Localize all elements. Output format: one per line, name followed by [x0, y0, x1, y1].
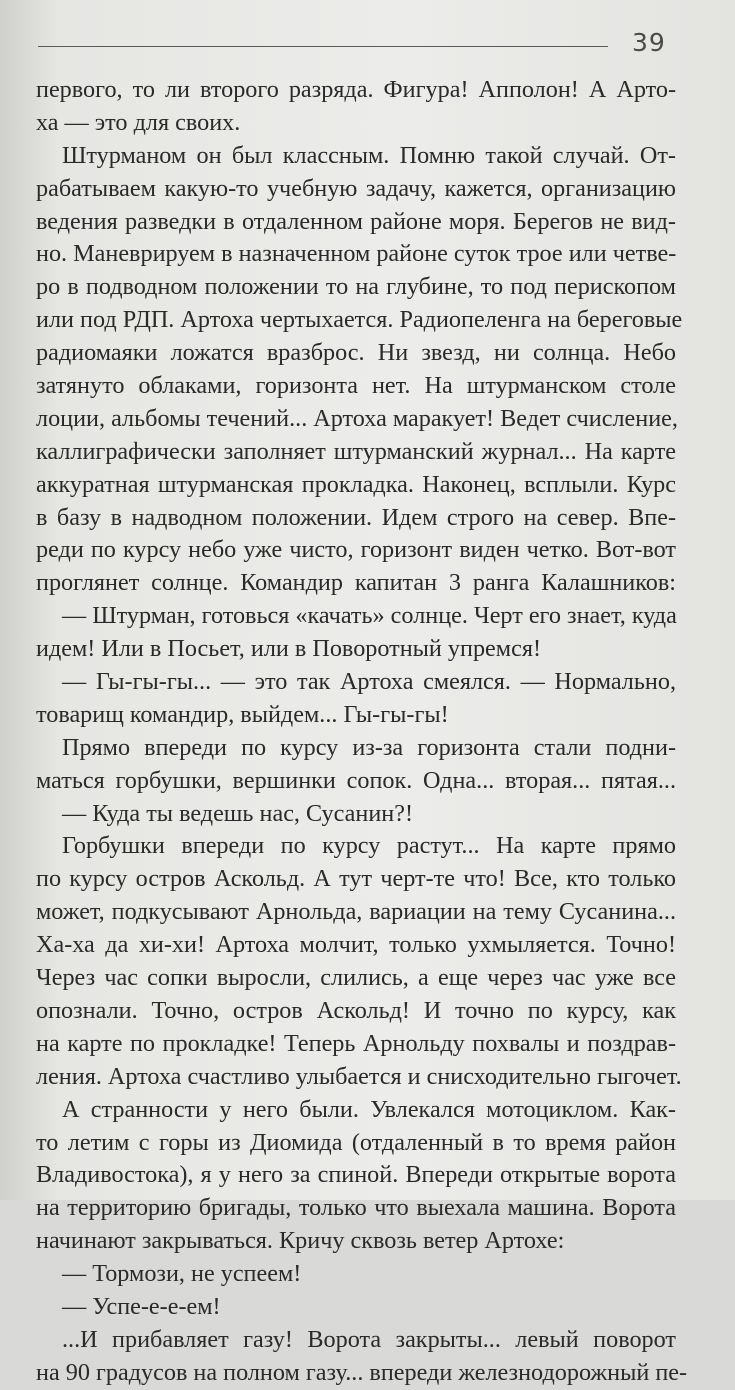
text-line: на 90 градусов на полном газу... впереди железнодорожный пе- — [36, 1358, 688, 1386]
text-line: опознали. Точно, остров Аскольд! И точно по курсу, как — [36, 996, 676, 1024]
text-line: Ха-ха да хи-хи! Артоха молчит, только ухмыляется. Точно! — [36, 931, 676, 959]
text-line: ведения разведки в отдаленном районе моря. Берегов не вид- — [36, 207, 676, 235]
text-line: идем! Или в Посьет, или в Поворотный упремся! — [36, 635, 541, 663]
text-line: Прямо впереди по курсу из-за горизонта стали подни- — [62, 733, 676, 761]
text-line: затянуто облаками, горизонта нет. На штурманском столе — [36, 372, 676, 400]
page-number: 39 — [632, 28, 666, 57]
text-line: может, подкусывают Арнольда, вариации на тему Сусанина... — [36, 898, 676, 926]
text-line: рабатываем какую-то учебную задачу, кажется, организацию — [36, 174, 676, 202]
text-line: на территорию бригады, только что выехала машина. Ворота — [36, 1194, 676, 1222]
text-line: по курсу остров Аскольд. А тут черт-те что! Все, кто только — [36, 865, 676, 893]
text-line: Через час сопки выросли, слились, а еще через час уже все — [36, 964, 676, 992]
text-line: аккуратная штурманская прокладка. Наконец, всплыли. Курс — [36, 470, 676, 498]
text-line: Штурманом он был классным. Помню такой случай. От- — [62, 141, 676, 169]
text-line: в базу в надводном положении. Идем строго на север. Впе- — [36, 503, 676, 531]
text-line: ро в подводном положении то на глубине, то под перископом — [36, 273, 676, 301]
text-line: лоции, альбомы течений... Артоха маракует! Ведет счисление, — [36, 404, 678, 432]
header-rule — [38, 46, 608, 47]
text-line: реди по курсу небо уже чисто, горизонт виден четко. Вот-вот — [36, 536, 676, 564]
text-line: — Успе-е-е-ем! — [62, 1292, 221, 1320]
text-line: — Гы-гы-гы... — это так Артоха смеялся. — Нормально, — [62, 668, 676, 696]
text-line: Горбушки впереди по курсу растут... На карте прямо — [62, 832, 676, 860]
text-line: но. Маневрируем в назначенном районе суток трое или четве- — [36, 240, 677, 268]
text-line: первого, то ли второго разряда. Фигура! Апполон! А Арто- — [36, 76, 676, 103]
text-line: — Штурман, готовься «качать» солнце. Черт его знает, куда — [62, 602, 677, 630]
body-text — [36, 74, 688, 1390]
text-line: то летим с горы из Диомида (отдаленный в то время район — [36, 1128, 676, 1156]
text-line: А странности у него были. Увлекался мотоциклом. Как- — [62, 1095, 676, 1123]
text-line: радиомаяки ложатся вразброс. Ни звезд, ни солнца. Небо — [36, 339, 676, 367]
text-line: маться горбушки, вершинки сопок. Одна... вторая... пятая... — [36, 766, 676, 794]
text-line: ха — это для своих. — [36, 108, 241, 136]
text-line: — Тормози, не успеем! — [62, 1260, 302, 1288]
text-line: ления. Артоха счастливо улыбается и снисходительно гыгочет. — [36, 1062, 682, 1090]
text-line: на карте по прокладке! Теперь Арнольду похвалы и поздрав- — [36, 1029, 676, 1057]
text-line: ...И прибавляет газу! Ворота закрыты... левый поворот — [62, 1325, 676, 1353]
text-line: проглянет солнце. Командир капитан 3 ранга Калашников: — [36, 569, 676, 597]
text-line: начинают закрываться. Кричу сквозь ветер Артохе: — [36, 1227, 565, 1255]
text-line: каллиграфически заполняет штурманский журнал... На карте — [36, 437, 676, 465]
text-line: Владивостока), я у него за спиной. Впереди открытые ворота — [36, 1161, 676, 1189]
text-line: — Куда ты ведешь нас, Сусанин?! — [62, 799, 414, 827]
text-line: товарищ командир, выйдем... Гы-гы-гы! — [36, 700, 449, 728]
text-line: или под РДП. Артоха чертыхается. Радиопеленга на береговые — [36, 306, 683, 334]
